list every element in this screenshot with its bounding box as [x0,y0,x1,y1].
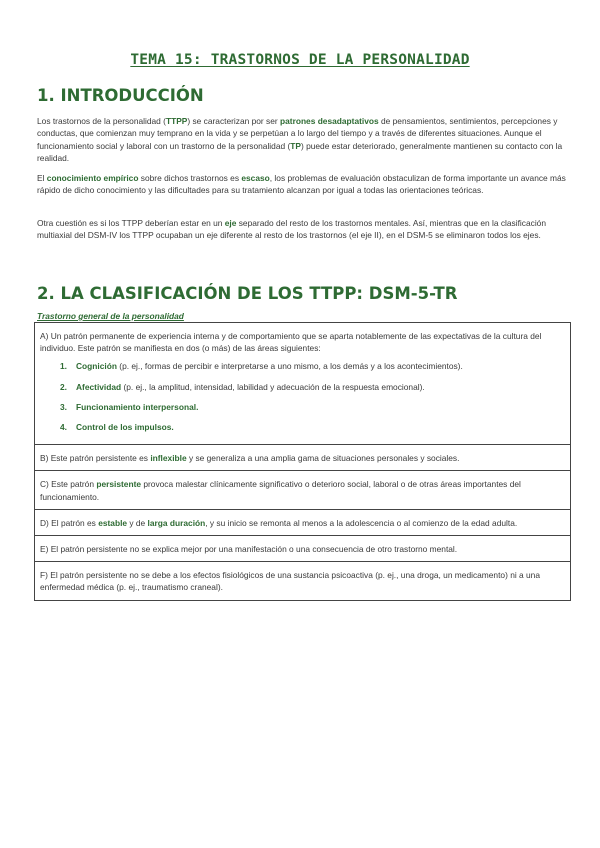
bold-term: persistente [96,479,142,490]
text-run: Los trastornos de la personalidad ( [37,116,166,126]
list-item [60,381,565,393]
criterion-a-text: A) Un patrón permanente de experiencia interna y de comportamiento que se aparta notablemente de las expectativas de la cultura del individuo. Este patrón se manifiesta en dos (o más) de las áreas siguientes: [40,331,542,354]
text-run: , y su inicio se remonta al menos a la adolescencia o al comienzo de la edad adulta. [205,517,518,528]
text-run: D) El patrón es [40,517,99,528]
text-run: E) El patrón persistente no se explica mejor por una manifestación o una consecuencia de otro trastorno mental. [40,544,458,555]
intro-paragraph-2 [37,172,567,197]
intro-paragraph-1 [37,115,567,164]
criterion-b [35,445,570,471]
item-number: 4. [60,422,67,433]
text-run: separado del resto de los trastornos mentales. Así, mientras que en la clasificación multiaxial del DSM-IV los TTPP ocupaban un eje diferente al resto de los trastornos (el eje II), en el DSM-5 se eliminaron todos los ejes. [37,218,546,241]
bold-term: patrones desadaptativos [280,116,379,126]
text-run: Otra cuestión es si los TTPP deberían estar en un [37,218,225,228]
text-run: (p. ej., la amplitud, intensidad, labilidad y adecuación de la respuesta emocional). [121,381,425,392]
bold-term: eje [224,218,237,228]
bold-term: TTPP [165,116,188,126]
text-run: . [171,422,174,433]
bold-term: conocimiento empírico [46,173,139,183]
text-run: y se generaliza a una amplia gama de situaciones personales y sociales. [186,453,460,464]
criterion-a [35,323,570,445]
list-item [60,401,565,413]
text-run: de pensamientos, sentimientos, percepciones y conductas, que comienzan muy temprano en la vida y se perpetúan a lo largo del tiempo y a través de diferentes situaciones. Aunque el funcionamiento social y laboral con un trastorno de la personalidad ( [37,116,558,151]
text-run: . [196,401,199,412]
bold-term: escaso [241,173,270,183]
text-run: sobre dichos trastornos es [138,173,242,183]
text-run: provoca malestar clínicamente significativo o deterioro social, laboral o de otras áreas importantes del funcionamiento. [40,479,521,502]
criterion-d [35,510,570,536]
text-run: ) se caracterizan por ser [187,116,280,126]
intro-paragraph-3 [37,217,567,242]
bold-term: Cognición [76,361,117,372]
criterion-a-list [40,360,565,433]
text-run: y de [127,517,148,528]
text-run: El [37,173,47,183]
item-number: 1. [60,361,67,372]
list-item [60,360,565,372]
bold-term: inflexible [150,453,187,464]
criteria-table [34,322,571,601]
text-run: , los problemas de evaluación obstaculizan de forma importante un avance más rápido de dicho conocimiento y las dificultades para su tratamiento alcanzan por igual a todas las orientaciones teóricas. [37,173,566,196]
text-run: (p. ej., formas de percibir e interpretarse a uno mismo, a los demás y a los acontecimientos). [116,361,463,372]
section-heading-clasificacion: 2. LA CLASIFICACIÓN DE LOS TTPP: DSM-5-TR [37,284,458,303]
text-run: B) Este patrón persistente es [40,453,151,464]
text-run: F) El patrón persistente no se debe a los efectos fisiológicos de una sustancia psicoactiva (p. ej., una droga, un medicamento) ni a una enfermedad médica (p. ej., traumatismo craneal). [40,570,540,593]
criterion-c [35,471,570,509]
bold-term: estable [98,517,128,528]
bold-term: Control de los impulsos [76,422,172,433]
item-number: 3. [60,401,67,412]
section-heading-introduccion: 1. INTRODUCCIÓN [37,86,204,105]
text-run: ) puede estar deteriorado, generalmente mantienen su contacto con la realidad. [37,140,563,163]
item-number: 2. [60,381,67,392]
criterion-e [35,536,570,562]
bold-term: Funcionamiento interpersonal [76,401,197,412]
list-item [60,421,565,433]
criterion-f [35,562,570,600]
bold-term: Afectividad [76,381,122,392]
bold-term: TP [290,140,301,151]
text-run: C) Este patrón [40,479,97,490]
page-title: TEMA 15: TRASTORNOS DE LA PERSONALIDAD [130,52,470,68]
bold-term: larga duración [147,517,206,528]
criteria-subtitle: Trastorno general de la personalidad [37,311,184,321]
